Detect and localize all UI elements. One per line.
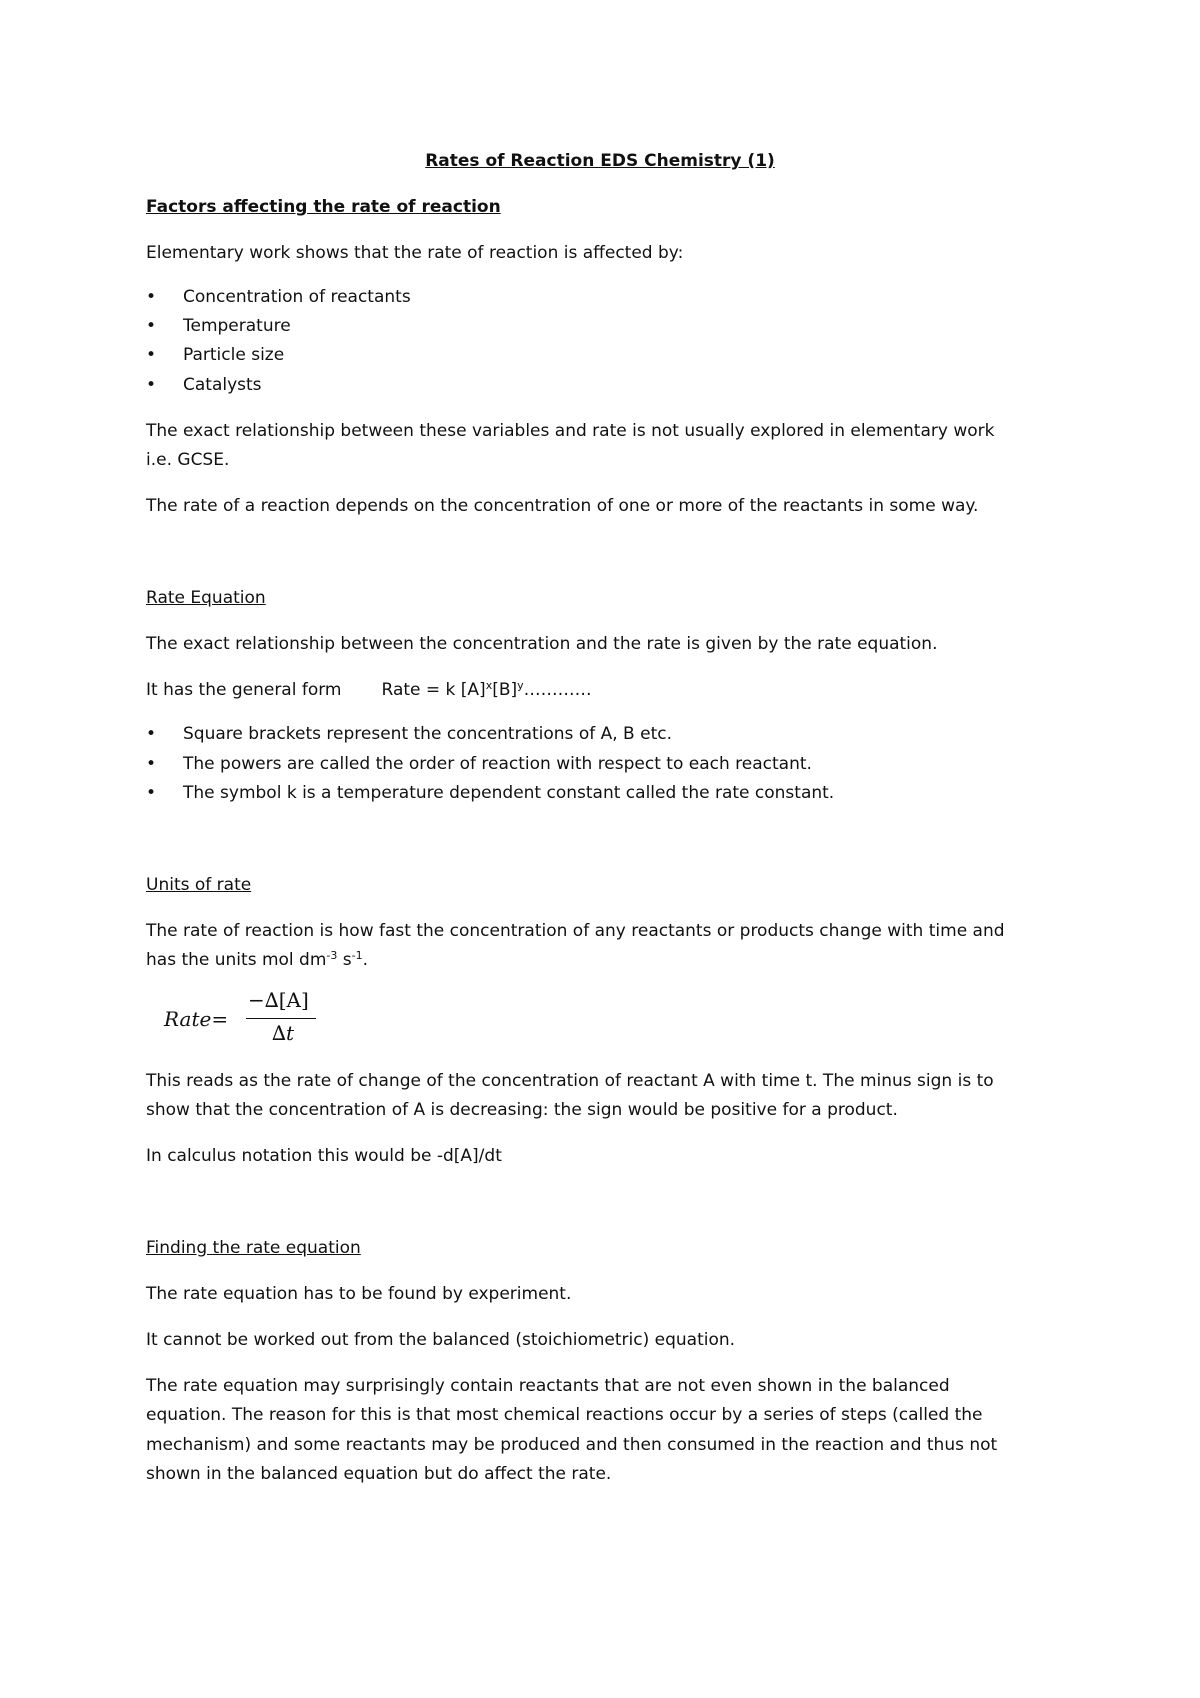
section3-paragraph-1-line-2 (146, 949, 368, 971)
section4-paragraph-3-line-1: The rate equation may surprisingly contain reactants that are not even shown in the balanced (146, 1376, 950, 1396)
formula-lhs: Rate= (164, 1007, 229, 1031)
general-form-rate: Rate = k [A] (381, 680, 486, 700)
list-item: Square brackets represent the concentrations of A, B etc. (183, 724, 672, 744)
units-period: . (362, 950, 369, 970)
list-item: The symbol k is a temperature dependent constant called the rate constant. (183, 783, 835, 803)
section1-paragraph-2: The rate of a reaction depends on the concentration of one or more of the reactants in some way. (146, 496, 979, 516)
bullet-dot: • (146, 345, 157, 365)
bullet-dot: • (146, 287, 157, 307)
section-heading-units-of-rate: Units of rate (146, 875, 252, 895)
section1-paragraph-1-line-2: i.e. GCSE. (146, 450, 230, 470)
bullet-dot: • (146, 783, 157, 803)
section4-paragraph-1: The rate equation has to be found by experiment. (146, 1284, 572, 1304)
formula-denominator: ∆t (272, 1021, 295, 1045)
list-item: Particle size (183, 345, 285, 365)
list-item: The powers are called the order of reaction with respect to each reactant. (183, 754, 812, 774)
general-form-label: It has the general form (146, 680, 342, 700)
list-item: Catalysts (183, 375, 262, 395)
order-y: y (517, 679, 524, 692)
general-form-dots: ………… (523, 680, 592, 700)
units-sup-1: -3 (326, 949, 338, 962)
general-form-b: [B] (492, 680, 518, 700)
section-heading-finding-rate-equation: Finding the rate equation (146, 1238, 361, 1258)
section3-paragraph-1-line-1: The rate of reaction is how fast the concentration of any reactants or products change with time and (146, 921, 1005, 941)
section3-paragraph-2-line-1: This reads as the rate of change of the concentration of reactant A with time t. The minus sign is to (146, 1071, 994, 1091)
fraction-bar (246, 1018, 316, 1019)
section-heading-rate-equation: Rate Equation (146, 588, 266, 608)
bullet-dot: • (146, 375, 157, 395)
section3-paragraph-3: In calculus notation this would be -d[A]/dt (146, 1146, 502, 1166)
rate-formula (164, 988, 324, 1048)
section3-paragraph-2-line-2: show that the concentration of A is decreasing: the sign would be positive for a product. (146, 1100, 898, 1120)
document-title: Rates of Reaction EDS Chemistry (1) (425, 151, 775, 171)
units-text: has the units mol dm (146, 950, 327, 970)
general-form-line (146, 679, 592, 701)
units-sup-2: -1 (351, 949, 363, 962)
bullet-dot: • (146, 316, 157, 336)
section1-paragraph-1-line-1: The exact relationship between these variables and rate is not usually explored in elementary work (146, 421, 995, 441)
section1-intro: Elementary work shows that the rate of reaction is affected by: (146, 243, 684, 263)
section4-paragraph-2: It cannot be worked out from the balanced (stoichiometric) equation. (146, 1330, 736, 1350)
bullet-dot: • (146, 754, 157, 774)
section4-paragraph-3-line-3: mechanism) and some reactants may be produced and then consumed in the reaction and thus not (146, 1435, 998, 1455)
units-s: s (337, 950, 352, 970)
section2-paragraph-1: The exact relationship between the concentration and the rate is given by the rate equation. (146, 634, 938, 654)
order-x: x (485, 679, 493, 692)
section4-paragraph-3-line-4: shown in the balanced equation but do affect the rate. (146, 1464, 612, 1484)
section4-paragraph-3-line-2: equation. The reason for this is that most chemical reactions occur by a series of steps (called the (146, 1405, 983, 1425)
list-item: Temperature (183, 316, 291, 336)
formula-numerator: −∆[A] (248, 988, 309, 1012)
section-heading-factors: Factors affecting the rate of reaction (146, 197, 501, 217)
bullet-dot: • (146, 724, 157, 744)
list-item: Concentration of reactants (183, 287, 411, 307)
